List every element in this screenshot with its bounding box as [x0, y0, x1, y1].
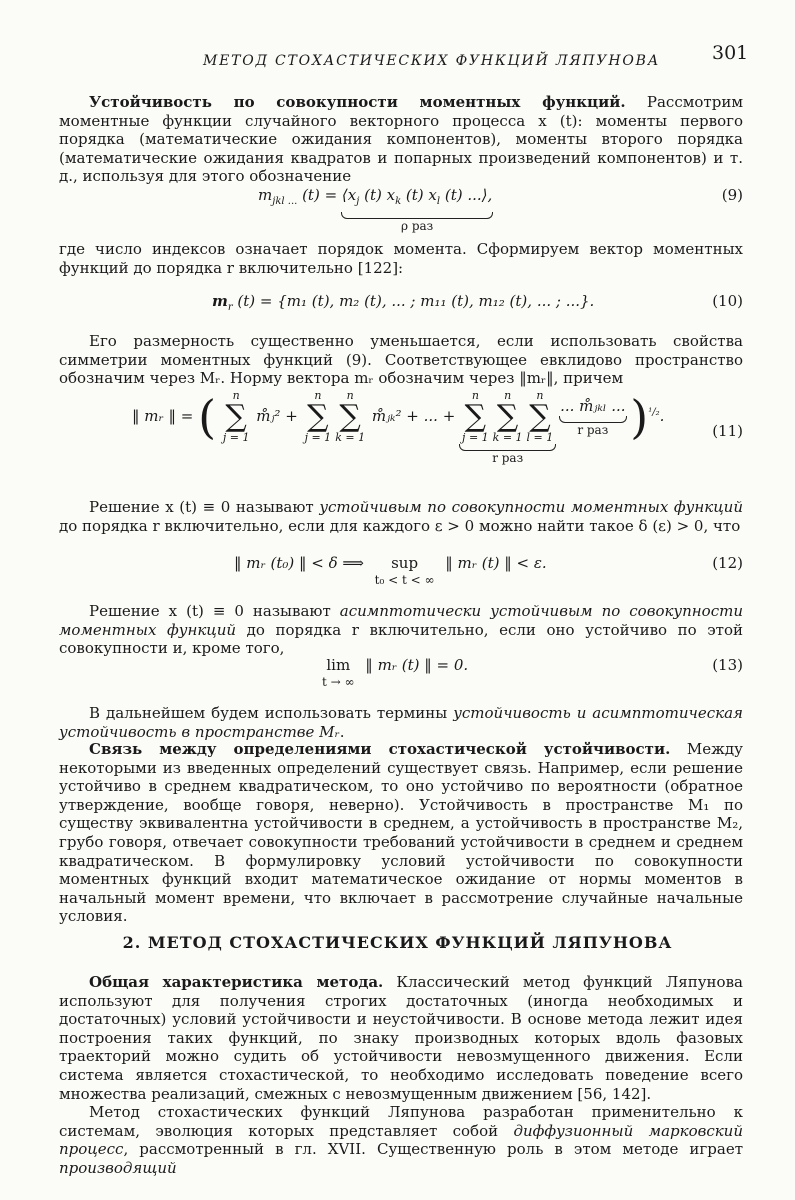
equation-12-number: (12): [712, 554, 743, 572]
equation-13-number: (13): [712, 656, 743, 674]
section-title: 2. МЕТОД СТОХАСТИЧЕСКИХ ФУНКЦИЙ ЛЯПУНОВА: [122, 933, 673, 952]
paragraph-moment-functions: [59, 93, 743, 186]
paragraph-moment-vector: где число индексов означает порядок момента. Сформируем вектор моментных функций до порядка r включительно [122]:: [59, 240, 743, 277]
equation-10-number: (10): [712, 292, 743, 310]
paragraph-lead: Связь между определениями стохастической устойчивости.: [89, 740, 671, 758]
right-paren: ): [630, 390, 649, 444]
equation-11-number: (11): [712, 422, 743, 440]
paragraph-lead: Общая характеристика метода.: [89, 973, 384, 991]
sum-j: n ∑ j = 1: [222, 389, 250, 444]
equation-11: ‖ mᵣ ‖ = ( n ∑ j = 1 m̊ⱼ² + n ∑ j = 1 n ∑ k = 1 m̊ⱼₖ² + ... + n ∑ j = 1 n ∑ k = 1 n ∑ l = 1 r раз ... m̊ⱼₖₗ ... r раз )$^{^1/_2}$.: [132, 389, 665, 465]
equation-9: $m_{jkl ...}$ (t) = $⟨x_j$ (t) $x_k$ (t) $x_l$ (t) ...⟩, ρ раз: [258, 186, 493, 233]
equation-13: lim t → ∞ ‖ mᵣ (t) ‖ = 0.: [322, 656, 469, 689]
paragraph-stochastic-method: Метод стохастических функций Ляпунова разработан применительно к системам, эволюция которых представляет собой диффузионный марковский процесс, рассмотренный в гл. XVII. Существенную роль в этом методе играет производящий: [59, 1103, 744, 1177]
paragraph-lead: Устойчивость по совокупности моментных функций.: [89, 93, 626, 111]
equation-9-number: (9): [721, 186, 743, 204]
paragraph-terms: В дальнейшем будем использовать термины устойчивость и асимптотическая устойчивость в пространстве Mᵣ.: [59, 704, 743, 741]
underbrace: $⟨x_j$ (t) $x_k$ (t) $x_l$ (t) ...⟩, ρ раз: [341, 186, 493, 233]
underbrace-sums: n ∑ j = 1 n ∑ k = 1 n ∑ l = 1 r раз: [460, 390, 555, 465]
equation-10: $m_r$ (t) = {m₁ (t), m₂ (t), ... ; m₁₁ (t), m₁₂ (t), ... ; ...}.: [212, 292, 595, 313]
sup-operator: sup t₀ < t < ∞: [374, 554, 435, 587]
underbrace-term: ... m̊ⱼₖₗ ... r раз: [560, 397, 626, 437]
lim-operator: lim t → ∞: [322, 656, 355, 689]
left-paren: (: [198, 390, 217, 444]
paragraph-relations: Связь между определениями стохастической устойчивости. Между некоторыми из введенных определений существует связь. Например, если решение устойчиво в среднем квадратическом, то оно устойчиво по вероятности (обратное утверждение, вообще говоря, неверно). Устойчивость в пространстве M₁ по существу эквивалентна устойчивости в среднем, а устойчивость в пространстве M₂, грубо говоря, отвечает совокупности требований устойчивости в среднем и среднем квадратическом. В формулировку условий устойчивости по совокупности моментных функций входит математическое ожидание от нормы моментов в начальный момент времени, что включает в рассмотрение случайные начальные условия.: [59, 740, 743, 926]
page-number: 301: [712, 42, 749, 64]
paragraph-stable-definition: Решение x (t) ≡ 0 называют устойчивым по совокупности моментных функций до порядка r включительно, если для каждого ε > 0 можно найти такое δ (ε) > 0, что: [59, 498, 743, 535]
sum-k: n ∑ k = 1: [335, 389, 366, 444]
paragraph-text: Рассмотрим моментные функции случайного векторного процесса x (t): моменты первого порядка (математические ожидания компонентов), моменты второго порядка (математические ожидания квадратов и попарных произведений компонентов) и т. д., используя для этого обозначение: [59, 93, 743, 186]
sum-j2: n ∑ j = 1: [304, 389, 332, 444]
paragraph-dimension: Его размерность существенно уменьшается, если использовать свойства симметрии моментных функций (9). Соответствующее евклидово пространство обозначим через Mᵣ. Норму вектора mᵣ обозначим через ‖mᵣ‖, причем: [59, 332, 743, 388]
paragraph-asymptotic-definition: Решение x (t) ≡ 0 называют асимптотически устойчивым по совокупности моментных функций до порядка r включительно, если оно устойчиво по этой совокупности и, кроме того,: [59, 602, 743, 658]
running-header: МЕТОД СТОХАСТИЧЕСКИХ ФУНКЦИЙ ЛЯПУНОВА: [203, 53, 661, 69]
paragraph-method-overview: Общая характеристика метода. Классический метод функций Ляпунова используют для получения строгих достаточных (иногда необходимых и достаточных) условий устойчивости и неустойчивости. В основе метода лежит идея построения таких функций, по знаку производных которых вдоль фазовых траекторий можно судить об устойчивости невозмущенного движения. Если система является стохастической, то необходимо исследовать поведение всего множества реализаций, смежных с невозмущенным движением [56, 142].: [59, 973, 743, 1103]
equation-12: ‖ mᵣ (t₀) ‖ < δ ⟹ sup t₀ < t < ∞ ‖ mᵣ (t) ‖ < ε.: [234, 554, 547, 587]
